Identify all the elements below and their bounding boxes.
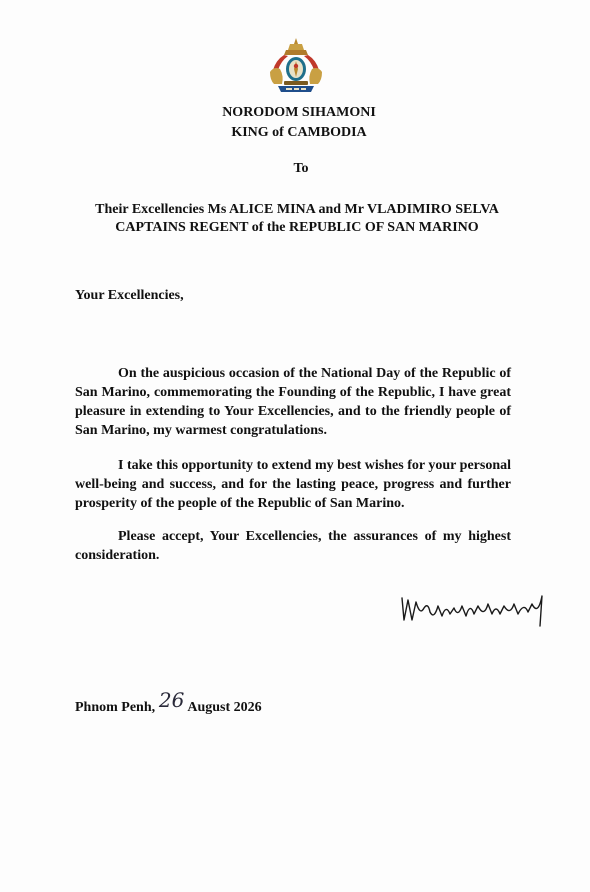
place-and-date <box>75 688 262 716</box>
month-year: August 2026 <box>187 700 262 715</box>
addressee-line-1: Their Excellencies Ms ALICE MINA and Mr VLADIMIRO SELVA <box>95 202 499 217</box>
body-paragraph-2: I take this opportunity to extend my best wishes for your personal well-being and success, and for the lasting peace, progress and further prosperity of the people of the Republic of San Marino. <box>75 458 511 511</box>
body-paragraph-3: Please accept, Your Excellencies, the assurances of my highest consideration. <box>75 529 511 563</box>
addressee-line-2: CAPTAINS REGENT of the REPUBLIC OF SAN MARINO <box>115 220 479 235</box>
body-paragraph-1: On the auspicious occasion of the National Day of the Republic of San Marino, commemorating the Founding of the Republic, I have great pleasure in extending to Your Excellencies, and to the friendly people of San Marino, my warmest congratulations. <box>75 366 511 438</box>
salutation: Your Excellencies, <box>75 288 184 303</box>
handwritten-signature-icon <box>398 590 548 630</box>
sender-title: KING of CAMBODIA <box>231 125 367 140</box>
to-label: To <box>293 161 309 176</box>
place: Phnom Penh, <box>75 700 156 715</box>
royal-arms-of-cambodia-icon <box>264 36 328 98</box>
sender-name: NORODOM SIHAMONI <box>222 105 376 120</box>
handwritten-day: 26 <box>158 688 185 712</box>
